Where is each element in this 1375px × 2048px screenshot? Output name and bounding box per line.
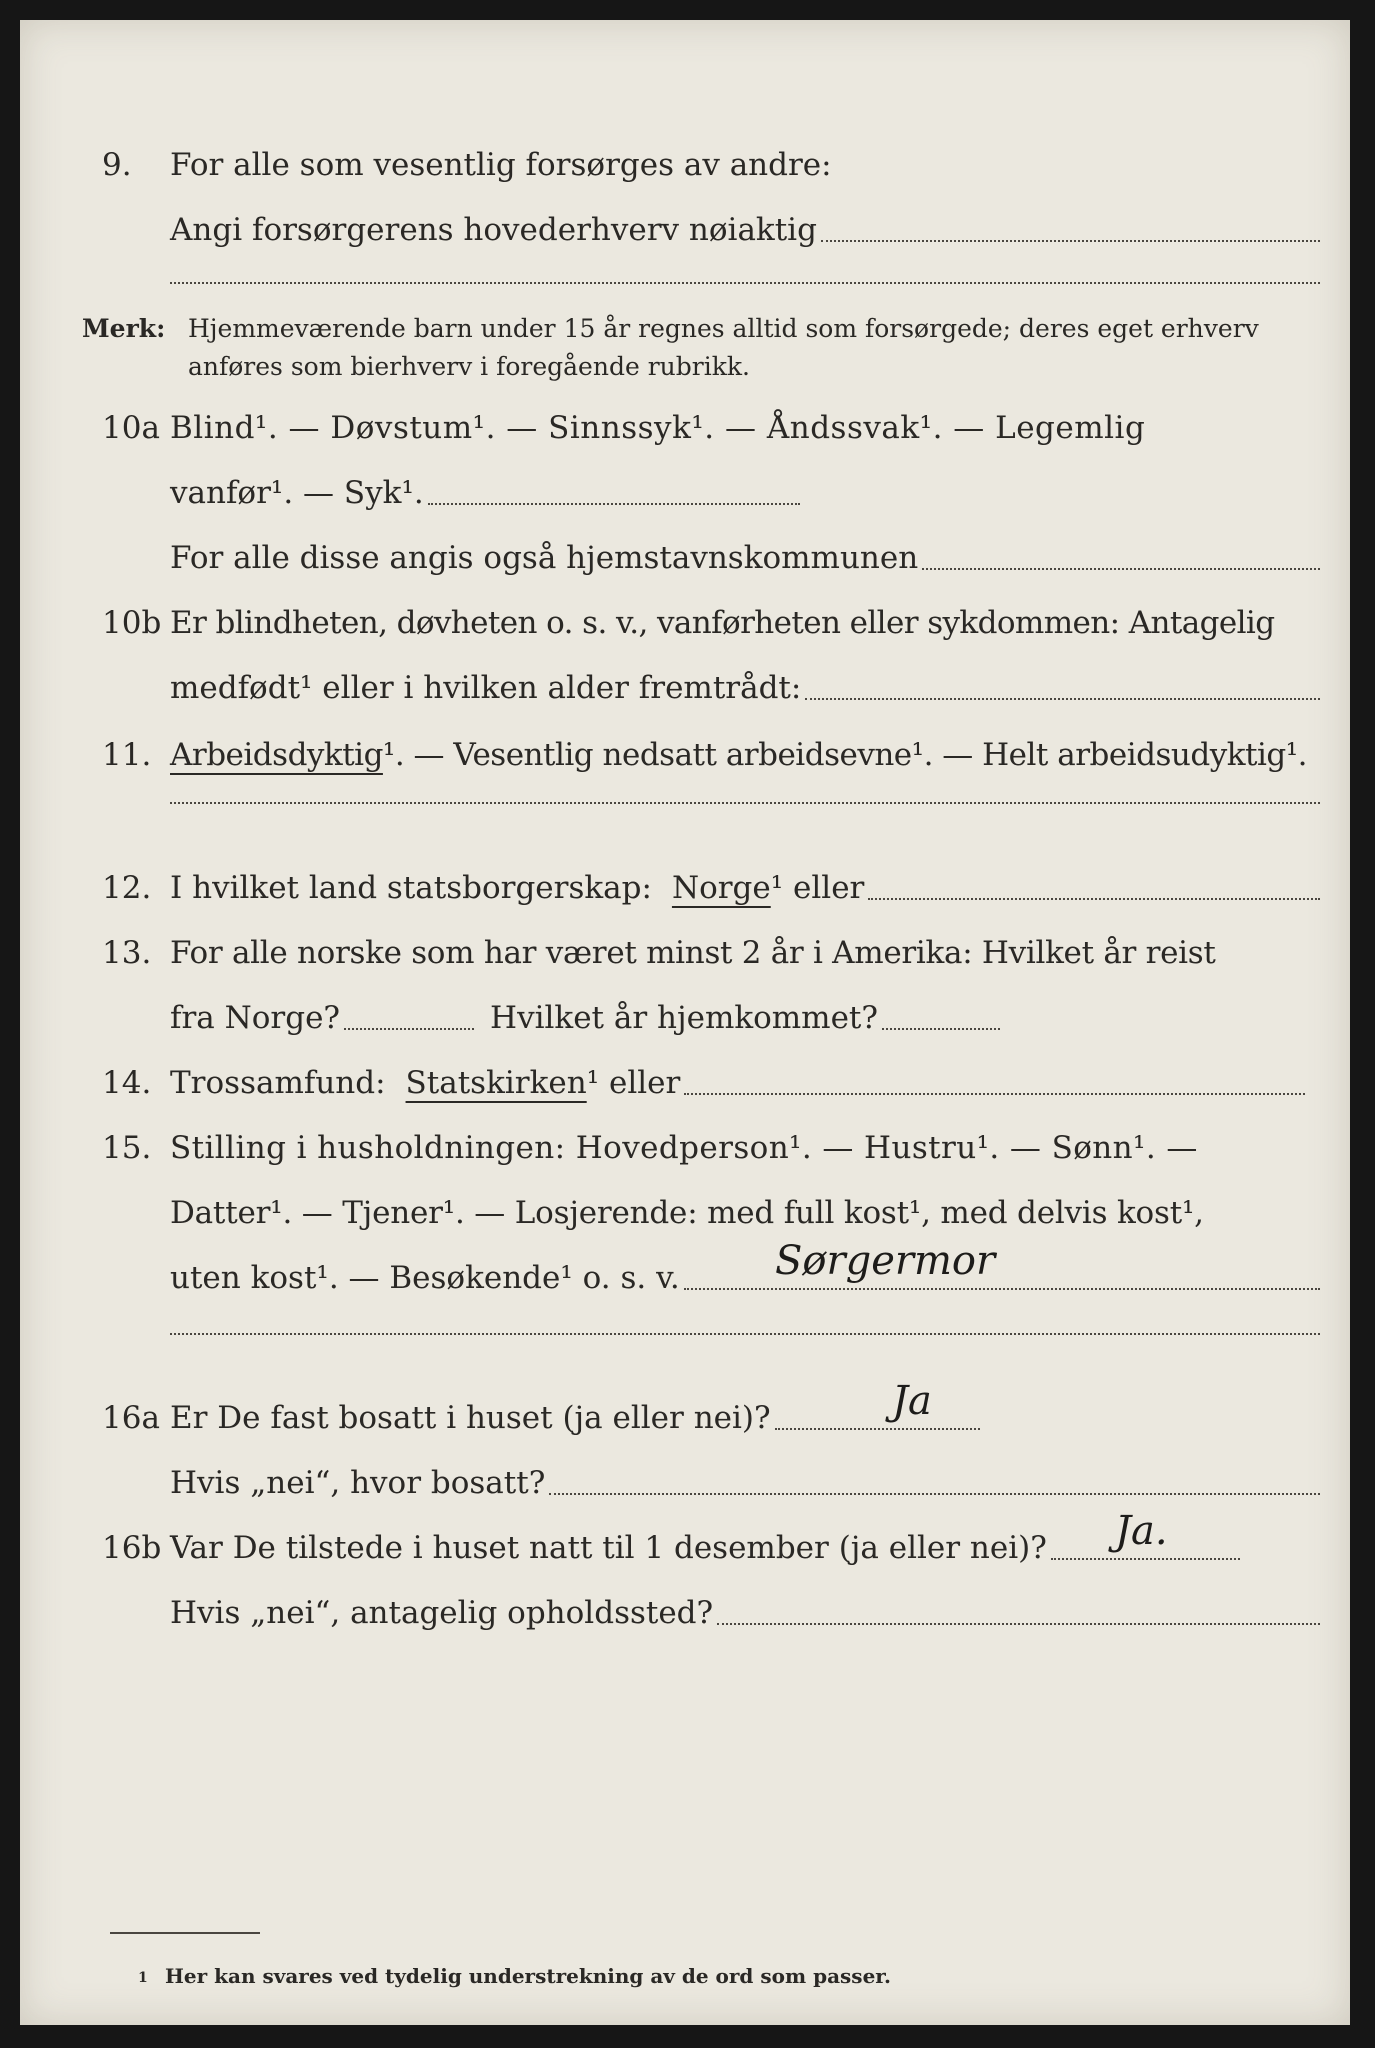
answer-line[interactable]	[549, 1493, 1320, 1495]
note-text: anføres som bierhverv i foregående rubrikk.	[188, 352, 750, 381]
question-number: 12.	[102, 870, 152, 906]
question-number: 9.	[102, 147, 132, 183]
question-text: Hvilket år hjemkommet?	[490, 1000, 879, 1036]
question-text: ¹ eller	[770, 870, 865, 906]
answer-line[interactable]	[170, 282, 1320, 284]
answer-line[interactable]	[1051, 1558, 1240, 1560]
question-text: Var De tilstede i huset natt til 1 desember (ja eller nei)?	[170, 1530, 1047, 1566]
answer-line[interactable]	[821, 240, 1320, 242]
footnote-rule	[110, 1932, 260, 1934]
answer-line[interactable]	[170, 802, 1320, 804]
question-number: 10b	[102, 605, 162, 641]
question-9-line-2	[20, 200, 1320, 260]
answer-line[interactable]	[684, 1288, 1320, 1290]
question-number: 14.	[102, 1065, 152, 1101]
answer-line[interactable]	[882, 1028, 1000, 1030]
question-number: 16b	[102, 1530, 162, 1566]
question-number: 10a	[102, 410, 160, 446]
answer-line[interactable]	[428, 503, 800, 505]
footnote-mark: 1	[138, 1970, 148, 1986]
question-text: ¹ eller	[586, 1065, 681, 1101]
question-text: Hvis „nei“, antagelig opholdssted?	[170, 1595, 714, 1631]
answer-line[interactable]	[868, 898, 1320, 900]
answer-line[interactable]	[170, 1333, 1320, 1335]
question-text: Er De fast bosatt i huset (ja eller nei)?	[170, 1400, 771, 1436]
handwritten-answer: Ja.	[1115, 1508, 1168, 1554]
answer-line[interactable]	[805, 698, 1320, 700]
question-text: Stilling i husholdningen: Hovedperson¹. — Hustru¹. — Sønn¹. —	[170, 1130, 1198, 1166]
question-text: Er blindheten, døvheten o. s. v., vanførheten eller sykdommen: Antagelig	[170, 605, 1275, 641]
note-label: Merk:	[82, 314, 166, 343]
question-text: For alle disse angis også hjemstavnskommunen	[170, 540, 919, 576]
question-text: vanfør¹. — Syk¹.	[170, 475, 424, 511]
question-text: medfødt¹ eller i hvilken alder fremtrådt:	[170, 670, 802, 706]
selected-option[interactable]: Arbeidsdyktig	[170, 737, 383, 773]
question-number: 13.	[102, 935, 152, 971]
question-text: uten kost¹. — Besøkende¹ o. s. v.	[170, 1260, 680, 1296]
answer-line[interactable]	[684, 1093, 1305, 1095]
answer-line[interactable]	[775, 1428, 980, 1430]
question-number: 11.	[102, 737, 152, 773]
question-text: ¹. — Vesentlig nedsatt arbeidsevne¹. — Helt arbeidsudyktig¹.	[382, 737, 1308, 773]
selected-option[interactable]: Statskirken	[405, 1065, 587, 1101]
question-number: 16a	[102, 1400, 160, 1436]
question-number: 15.	[102, 1130, 152, 1166]
selected-option[interactable]: Norge	[671, 870, 771, 906]
question-text: For alle som vesentlig forsørges av andre:	[170, 147, 832, 183]
answer-line[interactable]	[717, 1623, 1320, 1625]
question-text: For alle norske som har været minst 2 år i Amerika: Hvilket år reist	[170, 935, 1216, 971]
note-text: Hjemmeværende barn under 15 år regnes alltid som forsørgede; deres eget erhverv	[188, 314, 1259, 343]
handwritten-answer: Ja	[892, 1378, 932, 1424]
question-text: Trossamfund:	[170, 1065, 386, 1101]
question-text: Angi forsørgerens hovederhverv nøiaktig	[170, 212, 817, 248]
handwritten-answer: Sørgermor	[775, 1238, 996, 1284]
question-text: Blind¹. — Døvstum¹. — Sinnssyk¹. — Åndssvak¹. — Legemlig	[170, 410, 1146, 446]
question-text: fra Norge?	[170, 1000, 341, 1036]
answer-line[interactable]	[922, 568, 1320, 570]
footnote-text: Her kan svares ved tydelig understrekning av de ord som passer.	[165, 1964, 891, 1988]
question-text: Hvis „nei“, hvor bosatt?	[170, 1465, 546, 1501]
question-text: Datter¹. — Tjener¹. — Losjerende: med full kost¹, med delvis kost¹,	[170, 1195, 1204, 1231]
answer-line[interactable]	[344, 1028, 474, 1030]
question-text: I hvilket land statsborgerskap:	[170, 870, 652, 906]
census-form-page	[20, 20, 1350, 2025]
